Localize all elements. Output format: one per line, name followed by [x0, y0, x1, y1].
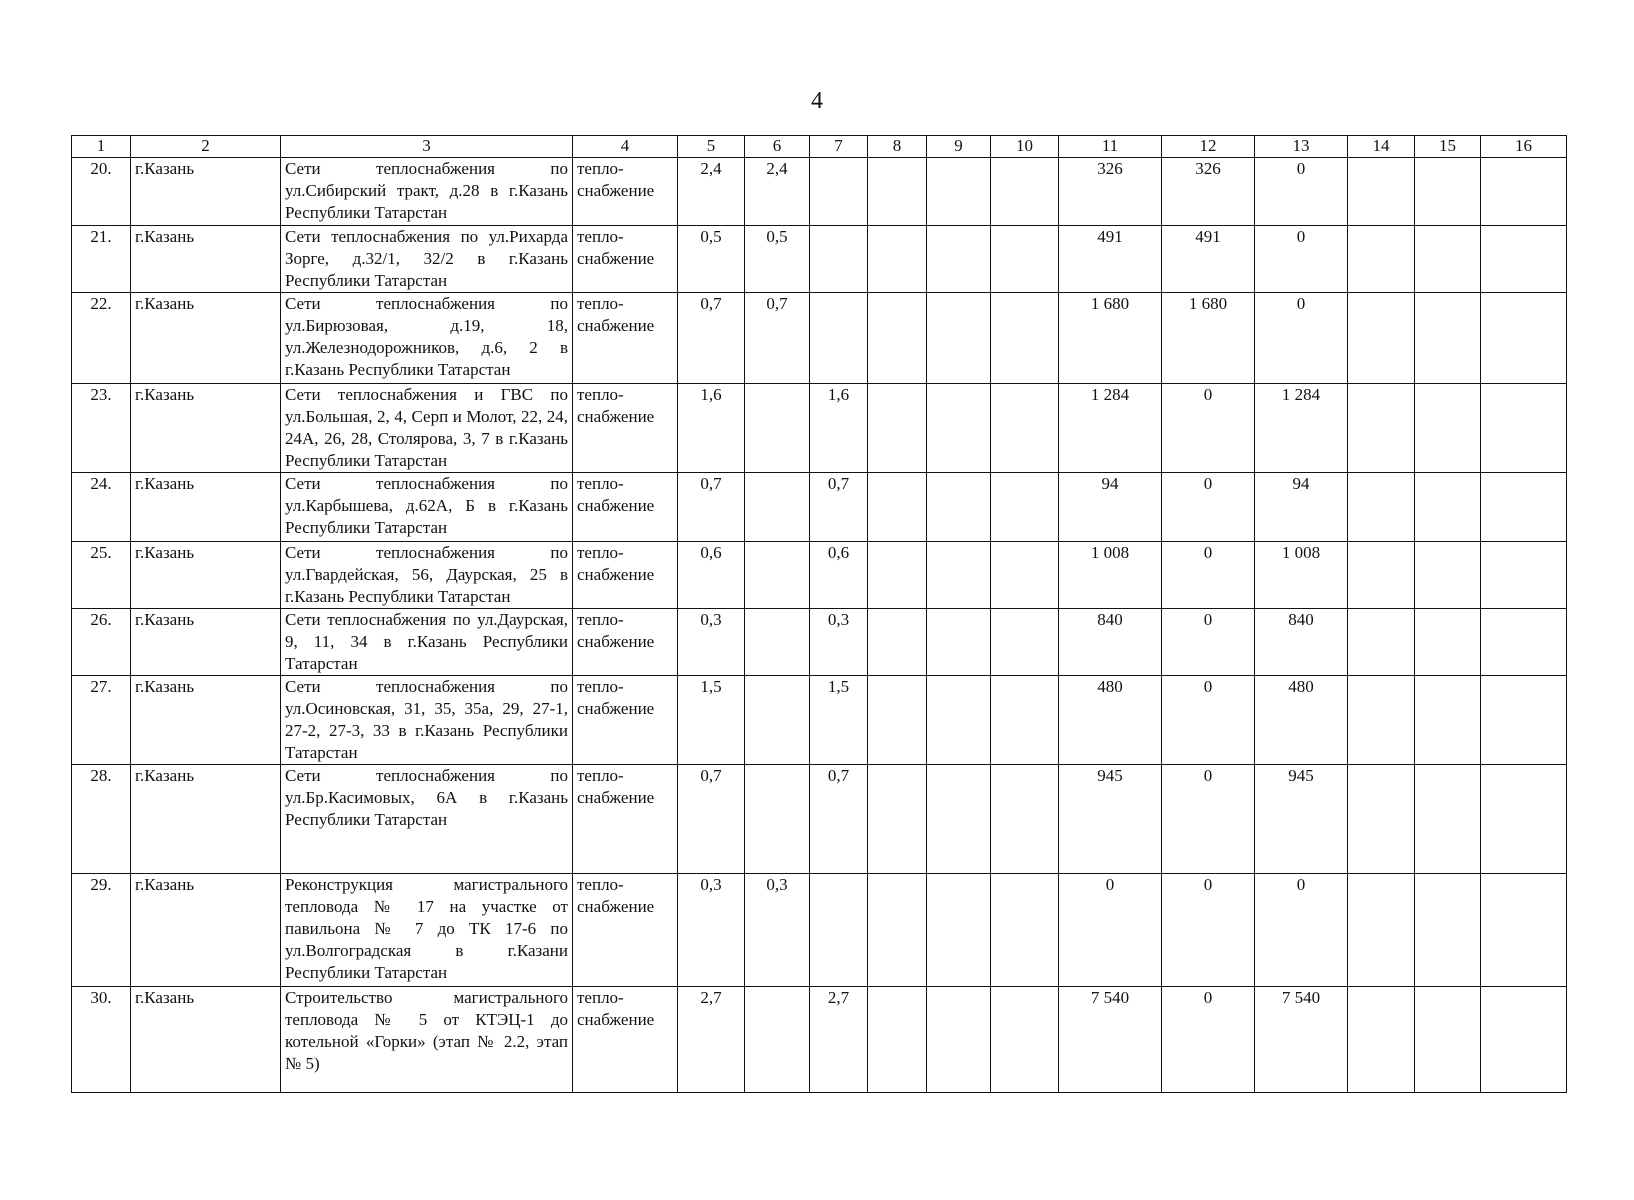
cell-col-8 — [868, 987, 927, 1093]
row-city: г.Казань — [131, 609, 281, 676]
cell-col-12: 0 — [1162, 676, 1255, 765]
cell-col-14 — [1348, 473, 1415, 542]
cell-col-9 — [927, 676, 991, 765]
cell-col-16 — [1481, 765, 1567, 874]
row-number: 23. — [72, 384, 131, 473]
cell-col-16 — [1481, 874, 1567, 987]
table-row — [72, 874, 1567, 987]
cell-col-11: 94 — [1059, 473, 1162, 542]
cell-col-11: 491 — [1059, 226, 1162, 293]
cell-col-5: 0,5 — [678, 226, 745, 293]
cell-col-5: 0,7 — [678, 293, 745, 384]
cell-col-11: 1 284 — [1059, 384, 1162, 473]
row-number: 27. — [72, 676, 131, 765]
cell-col-16 — [1481, 987, 1567, 1093]
row-number: 20. — [72, 158, 131, 226]
column-header-2: 2 — [131, 136, 281, 158]
cell-col-16 — [1481, 226, 1567, 293]
table-row — [72, 158, 1567, 226]
row-type: тепло-снабжение — [573, 987, 678, 1093]
row-type: тепло-снабжение — [573, 226, 678, 293]
cell-col-16 — [1481, 293, 1567, 384]
cell-col-11: 7 540 — [1059, 987, 1162, 1093]
cell-col-11: 945 — [1059, 765, 1162, 874]
cell-col-10 — [991, 473, 1059, 542]
column-header-5: 5 — [678, 136, 745, 158]
cell-col-13: 0 — [1255, 293, 1348, 384]
row-number: 25. — [72, 542, 131, 609]
row-type: тепло-снабжение — [573, 384, 678, 473]
column-header-9: 9 — [927, 136, 991, 158]
header-row — [72, 136, 1567, 158]
row-city: г.Казань — [131, 874, 281, 987]
cell-col-14 — [1348, 158, 1415, 226]
cell-col-10 — [991, 542, 1059, 609]
cell-col-7: 0,6 — [810, 542, 868, 609]
row-number: 22. — [72, 293, 131, 384]
row-city: г.Казань — [131, 765, 281, 874]
row-type: тепло-снабжение — [573, 542, 678, 609]
row-description: Сети теплоснабжения по ул.Осиновская, 31, 35, 35а, 29, 27-1, 27-2, 27-3, 33 в г.Казань Республики Татарстан — [281, 676, 573, 765]
cell-col-9 — [927, 874, 991, 987]
row-number: 26. — [72, 609, 131, 676]
cell-col-10 — [991, 609, 1059, 676]
table-row — [72, 676, 1567, 765]
cell-col-13: 1 284 — [1255, 384, 1348, 473]
row-city: г.Казань — [131, 384, 281, 473]
cell-col-16 — [1481, 542, 1567, 609]
cell-col-15 — [1415, 384, 1481, 473]
cell-col-12: 0 — [1162, 765, 1255, 874]
cell-col-5: 1,5 — [678, 676, 745, 765]
cell-col-8 — [868, 874, 927, 987]
cell-col-13: 94 — [1255, 473, 1348, 542]
cell-col-15 — [1415, 676, 1481, 765]
cell-col-11: 326 — [1059, 158, 1162, 226]
row-number: 21. — [72, 226, 131, 293]
cell-col-7: 0,7 — [810, 765, 868, 874]
cell-col-14 — [1348, 226, 1415, 293]
cell-col-12: 0 — [1162, 542, 1255, 609]
row-number: 30. — [72, 987, 131, 1093]
row-number: 28. — [72, 765, 131, 874]
cell-col-12: 0 — [1162, 987, 1255, 1093]
table-row — [72, 987, 1567, 1093]
table-row — [72, 293, 1567, 384]
cell-col-10 — [991, 765, 1059, 874]
table-header — [72, 136, 1567, 158]
cell-col-8 — [868, 158, 927, 226]
cell-col-6 — [745, 987, 810, 1093]
cell-col-9 — [927, 473, 991, 542]
row-city: г.Казань — [131, 987, 281, 1093]
cell-col-8 — [868, 676, 927, 765]
cell-col-15 — [1415, 609, 1481, 676]
cell-col-8 — [868, 609, 927, 676]
cell-col-9 — [927, 384, 991, 473]
column-header-10: 10 — [991, 136, 1059, 158]
row-type: тепло-снабжение — [573, 473, 678, 542]
cell-col-13: 840 — [1255, 609, 1348, 676]
cell-col-12: 1 680 — [1162, 293, 1255, 384]
cell-col-12: 0 — [1162, 874, 1255, 987]
cell-col-9 — [927, 293, 991, 384]
column-header-6: 6 — [745, 136, 810, 158]
cell-col-8 — [868, 765, 927, 874]
table-row — [72, 384, 1567, 473]
cell-col-6 — [745, 609, 810, 676]
cell-col-11: 1 008 — [1059, 542, 1162, 609]
cell-col-10 — [991, 158, 1059, 226]
row-city: г.Казань — [131, 676, 281, 765]
row-description: Сети теплоснабжения по ул.Даурская, 9, 11, 34 в г.Казань Республики Татарстан — [281, 609, 573, 676]
cell-col-9 — [927, 158, 991, 226]
column-header-4: 4 — [573, 136, 678, 158]
cell-col-5: 0,6 — [678, 542, 745, 609]
cell-col-11: 480 — [1059, 676, 1162, 765]
row-number: 24. — [72, 473, 131, 542]
row-city: г.Казань — [131, 542, 281, 609]
page-number: 4 — [811, 88, 823, 114]
cell-col-10 — [991, 987, 1059, 1093]
cell-col-13: 0 — [1255, 874, 1348, 987]
cell-col-11: 840 — [1059, 609, 1162, 676]
row-description: Сети теплоснабжения по ул.Рихарда Зорге, д.32/1, 32/2 в г.Казань Республики Татарстан — [281, 226, 573, 293]
cell-col-7 — [810, 293, 868, 384]
column-header-11: 11 — [1059, 136, 1162, 158]
cell-col-16 — [1481, 473, 1567, 542]
cell-col-15 — [1415, 542, 1481, 609]
cell-col-5: 2,4 — [678, 158, 745, 226]
row-number: 29. — [72, 874, 131, 987]
cell-col-5: 0,7 — [678, 473, 745, 542]
cell-col-13: 480 — [1255, 676, 1348, 765]
cell-col-9 — [927, 609, 991, 676]
column-header-8: 8 — [868, 136, 927, 158]
cell-col-7 — [810, 158, 868, 226]
cell-col-11: 0 — [1059, 874, 1162, 987]
row-description: Сети теплоснабжения и ГВС по ул.Большая, 2, 4, Серп и Молот, 22, 24, 24А, 26, 28, Столярова, 3, 7 в г.Казань Республики Татарстан — [281, 384, 573, 473]
cell-col-15 — [1415, 293, 1481, 384]
column-header-14: 14 — [1348, 136, 1415, 158]
cell-col-14 — [1348, 542, 1415, 609]
cell-col-14 — [1348, 987, 1415, 1093]
row-city: г.Казань — [131, 158, 281, 226]
cell-col-6 — [745, 473, 810, 542]
column-header-13: 13 — [1255, 136, 1348, 158]
cell-col-12: 0 — [1162, 609, 1255, 676]
cell-col-15 — [1415, 765, 1481, 874]
cell-col-14 — [1348, 765, 1415, 874]
cell-col-10 — [991, 384, 1059, 473]
row-description: Сети теплоснабжения по ул.Сибирский тракт, д.28 в г.Казань Республики Татарстан — [281, 158, 573, 226]
cell-col-6 — [745, 384, 810, 473]
cell-col-10 — [991, 293, 1059, 384]
cell-col-14 — [1348, 293, 1415, 384]
cell-col-15 — [1415, 874, 1481, 987]
cell-col-6: 2,4 — [745, 158, 810, 226]
cell-col-9 — [927, 226, 991, 293]
column-header-7: 7 — [810, 136, 868, 158]
row-type: тепло-снабжение — [573, 874, 678, 987]
cell-col-6: 0,7 — [745, 293, 810, 384]
cell-col-8 — [868, 226, 927, 293]
cell-col-15 — [1415, 158, 1481, 226]
table-row — [72, 226, 1567, 293]
row-description: Сети теплоснабжения по ул.Карбышева, д.62А, Б в г.Казань Республики Татарстан — [281, 473, 573, 542]
row-description: Сети теплоснабжения по ул.Гвардейская, 56, Даурская, 25 в г.Казань Республики Татарстан — [281, 542, 573, 609]
data-table — [71, 135, 1567, 1093]
cell-col-13: 0 — [1255, 226, 1348, 293]
column-header-16: 16 — [1481, 136, 1567, 158]
cell-col-14 — [1348, 384, 1415, 473]
table-row — [72, 765, 1567, 874]
cell-col-8 — [868, 293, 927, 384]
cell-col-7 — [810, 226, 868, 293]
cell-col-8 — [868, 542, 927, 609]
column-header-1: 1 — [72, 136, 131, 158]
column-header-12: 12 — [1162, 136, 1255, 158]
row-type: тепло-снабжение — [573, 293, 678, 384]
cell-col-15 — [1415, 987, 1481, 1093]
cell-col-10 — [991, 226, 1059, 293]
cell-col-7: 2,7 — [810, 987, 868, 1093]
cell-col-5: 0,3 — [678, 609, 745, 676]
cell-col-10 — [991, 676, 1059, 765]
cell-col-14 — [1348, 609, 1415, 676]
cell-col-5: 0,7 — [678, 765, 745, 874]
cell-col-6 — [745, 676, 810, 765]
cell-col-6: 0,5 — [745, 226, 810, 293]
cell-col-6 — [745, 765, 810, 874]
cell-col-11: 1 680 — [1059, 293, 1162, 384]
cell-col-7: 0,7 — [810, 473, 868, 542]
cell-col-8 — [868, 473, 927, 542]
cell-col-6 — [745, 542, 810, 609]
cell-col-7: 1,5 — [810, 676, 868, 765]
cell-col-12: 326 — [1162, 158, 1255, 226]
table-row — [72, 473, 1567, 542]
cell-col-9 — [927, 542, 991, 609]
row-city: г.Казань — [131, 473, 281, 542]
cell-col-5: 1,6 — [678, 384, 745, 473]
cell-col-16 — [1481, 158, 1567, 226]
cell-col-14 — [1348, 874, 1415, 987]
table-row — [72, 609, 1567, 676]
row-city: г.Казань — [131, 226, 281, 293]
cell-col-13: 1 008 — [1255, 542, 1348, 609]
cell-col-7 — [810, 874, 868, 987]
row-city: г.Казань — [131, 293, 281, 384]
cell-col-13: 945 — [1255, 765, 1348, 874]
row-type: тепло-снабжение — [573, 676, 678, 765]
column-header-3: 3 — [281, 136, 573, 158]
cell-col-7: 0,3 — [810, 609, 868, 676]
cell-col-16 — [1481, 676, 1567, 765]
row-type: тепло-снабжение — [573, 158, 678, 226]
cell-col-13: 7 540 — [1255, 987, 1348, 1093]
cell-col-6: 0,3 — [745, 874, 810, 987]
cell-col-12: 0 — [1162, 473, 1255, 542]
cell-col-14 — [1348, 676, 1415, 765]
cell-col-7: 1,6 — [810, 384, 868, 473]
row-type: тепло-снабжение — [573, 765, 678, 874]
table-body — [72, 158, 1567, 1093]
row-description: Сети теплоснабжения по ул.Бр.Касимовых, 6А в г.Казань Республики Татарстан — [281, 765, 573, 874]
cell-col-9 — [927, 765, 991, 874]
cell-col-15 — [1415, 226, 1481, 293]
cell-col-16 — [1481, 384, 1567, 473]
cell-col-5: 2,7 — [678, 987, 745, 1093]
row-description: Строительство магистрального тепловода № 5 от КТЭЦ-1 до котельной «Горки» (этап № 2.2, этап № 5) — [281, 987, 573, 1093]
row-type: тепло-снабжение — [573, 609, 678, 676]
cell-col-13: 0 — [1255, 158, 1348, 226]
row-description: Реконструкция магистрального тепловода № 17 на участке от павильона № 7 до ТК 17-6 по ул.Волгоградская в г.Казани Республики Татарстан — [281, 874, 573, 987]
row-description: Сети теплоснабжения по ул.Бирюзовая, д.19, 18, ул.Железнодорожников, д.6, 2 в г.Казань Республики Татарстан — [281, 293, 573, 384]
column-header-15: 15 — [1415, 136, 1481, 158]
cell-col-10 — [991, 874, 1059, 987]
table-row — [72, 542, 1567, 609]
cell-col-5: 0,3 — [678, 874, 745, 987]
cell-col-12: 0 — [1162, 384, 1255, 473]
cell-col-12: 491 — [1162, 226, 1255, 293]
cell-col-15 — [1415, 473, 1481, 542]
cell-col-8 — [868, 384, 927, 473]
cell-col-16 — [1481, 609, 1567, 676]
cell-col-9 — [927, 987, 991, 1093]
